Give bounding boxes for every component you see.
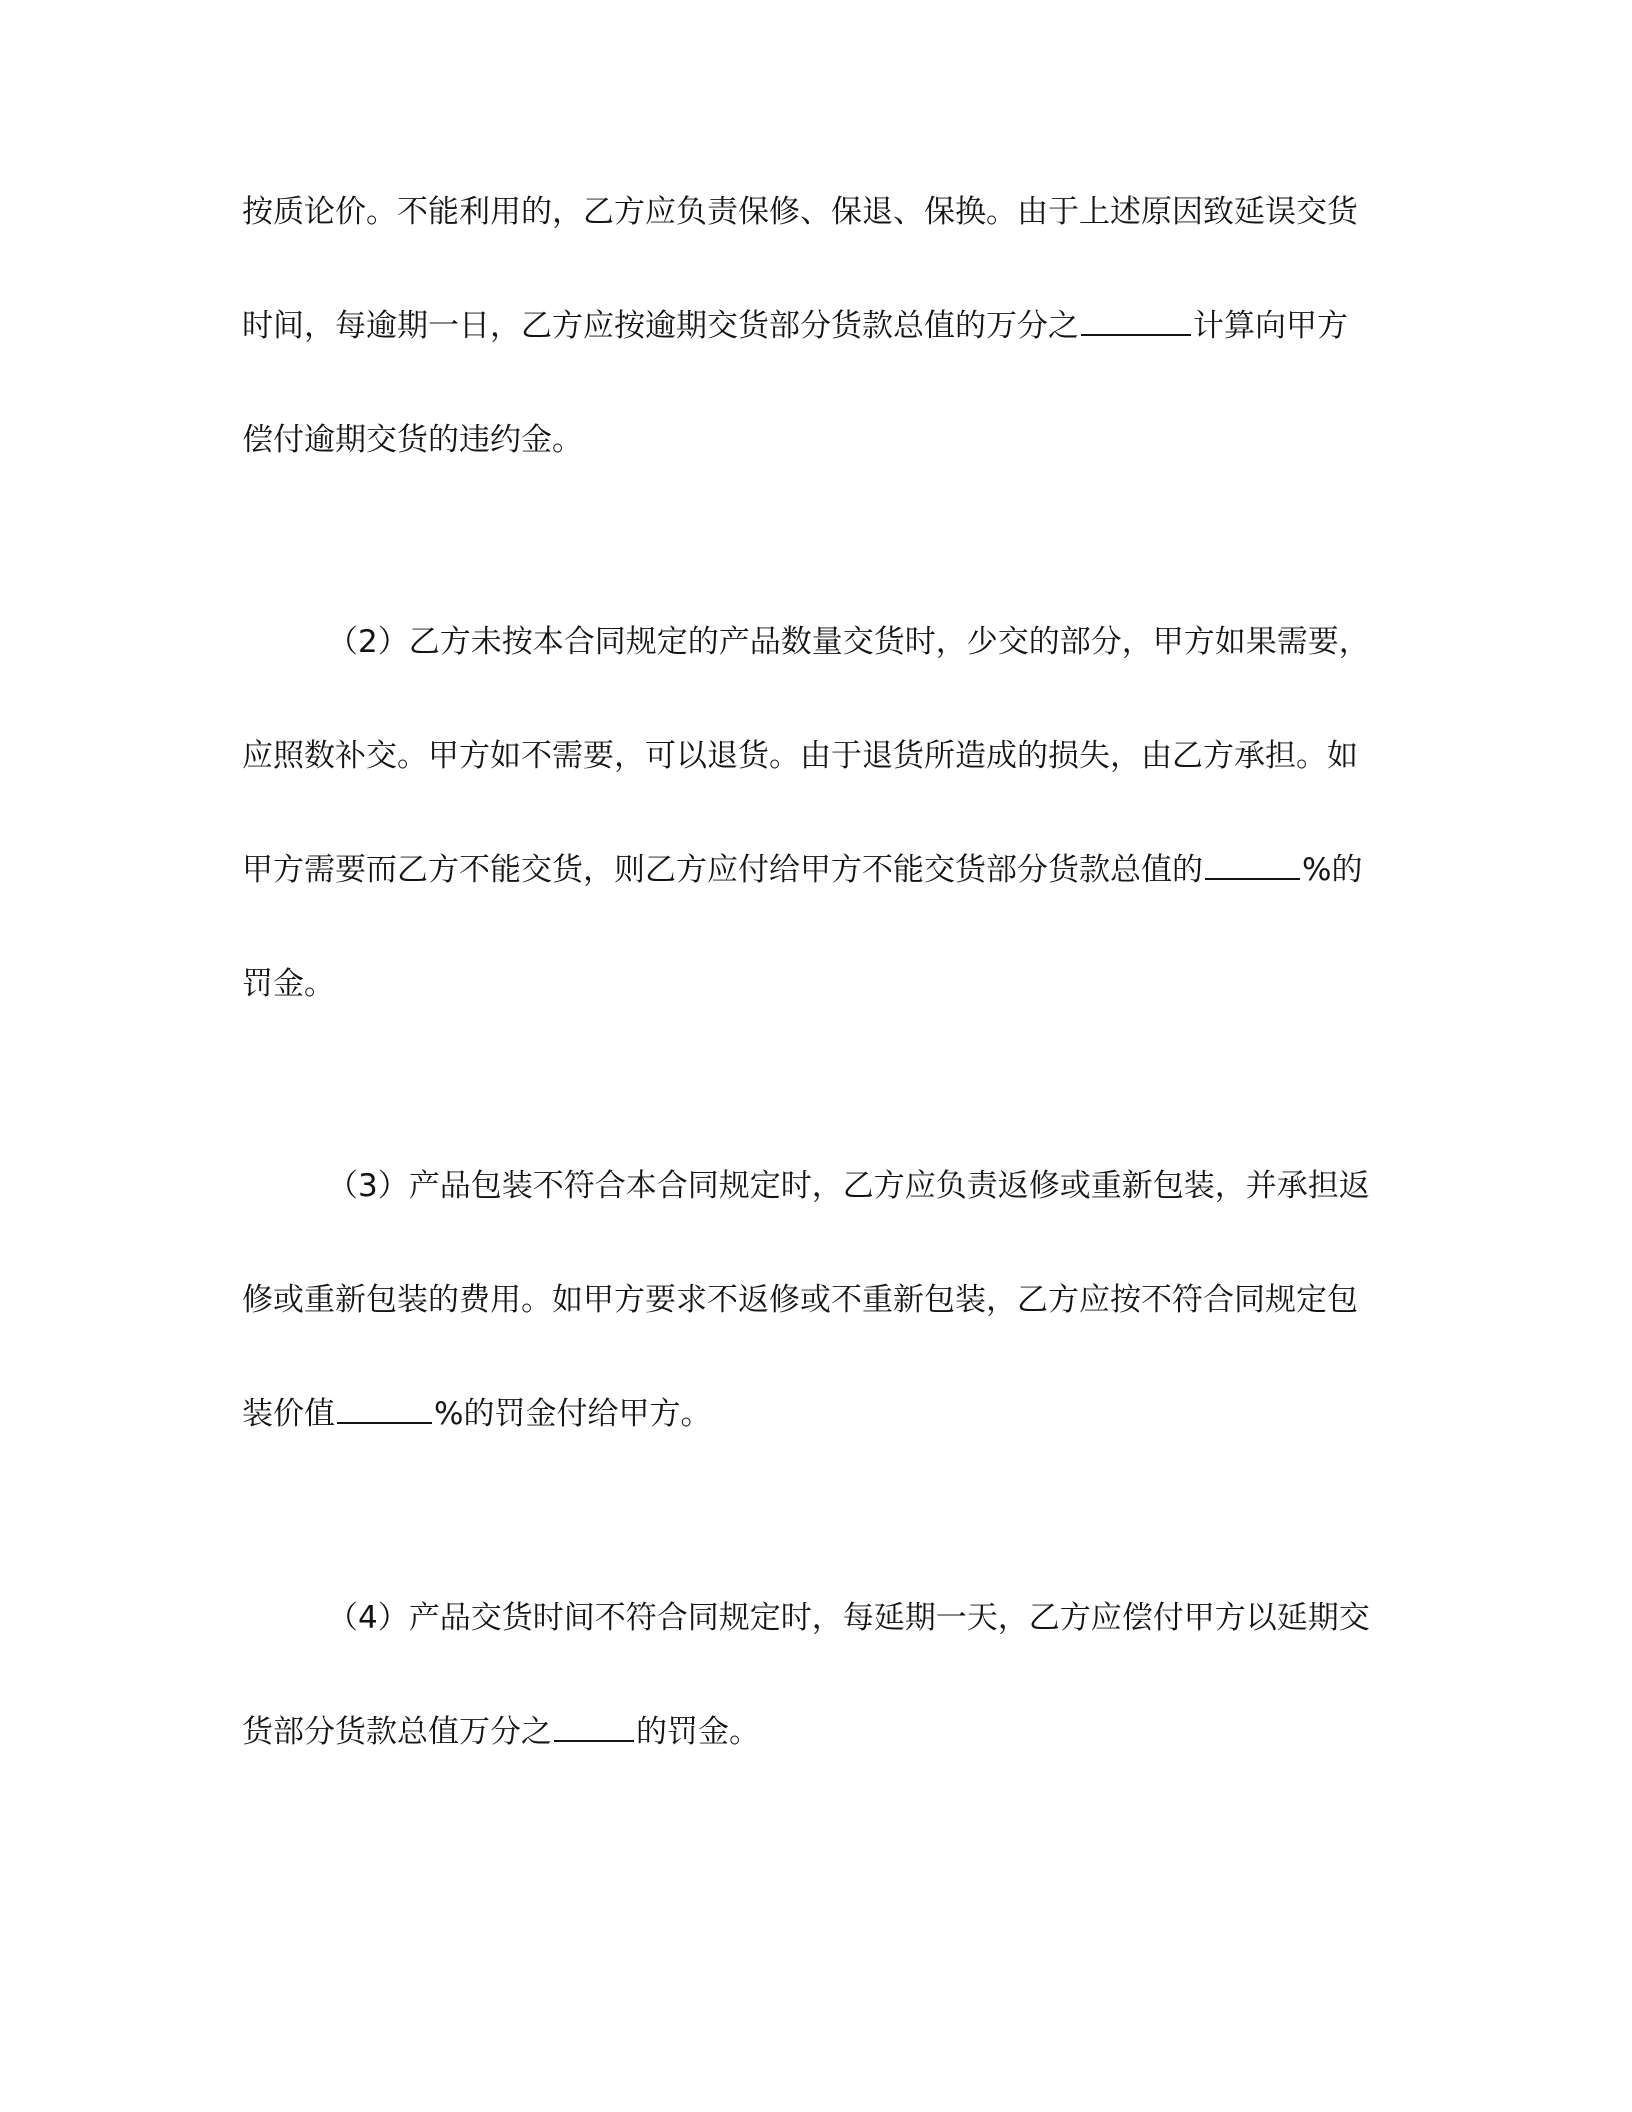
paragraph-1-line-2 <box>242 300 1402 352</box>
paragraph-3-line-1 <box>327 1160 1402 1212</box>
paragraph-4-line-1 <box>327 1592 1402 1644</box>
paragraph-3-line-3 <box>242 1388 1402 1440</box>
text-segment: （3）产品包装不符合本合同规定时，乙方应负责返修或重新包装，并承担返 <box>327 1168 1370 1204</box>
paragraph-2-line-3 <box>242 844 1402 896</box>
text-segment: %的罚金付给甲方。 <box>434 1396 712 1432</box>
text-segment: 的罚金。 <box>636 1714 760 1750</box>
text-segment: 按质论价。不能利用的，乙方应负责保修、保退、保换。由于上述原因致延误交货 <box>242 194 1358 230</box>
paragraph-2-line-2 <box>242 730 1402 782</box>
text-segment: 偿付逾期交货的违约金。 <box>242 422 583 458</box>
text-segment: 计算向甲方 <box>1193 308 1348 344</box>
fill-in-blank <box>337 1392 432 1424</box>
paragraph-3-line-2 <box>242 1274 1402 1326</box>
paragraph-2-line-1 <box>327 616 1402 668</box>
text-segment: 应照数补交。甲方如不需要，可以退货。由于退货所造成的损失，由乙方承担。如 <box>242 738 1358 774</box>
text-segment: 装价值 <box>242 1396 335 1432</box>
fill-in-blank <box>1081 304 1191 336</box>
text-segment: 修或重新包装的费用。如甲方要求不返修或不重新包装，乙方应按不符合同规定包 <box>242 1282 1358 1318</box>
paragraph-4-line-2 <box>242 1706 1402 1758</box>
paragraph-1-line-1 <box>242 186 1402 238</box>
fill-in-blank <box>554 1710 634 1742</box>
paragraph-2-line-4 <box>242 958 1402 1010</box>
text-segment: 甲方需要而乙方不能交货，则乙方应付给甲方不能交货部分货款总值的 <box>242 852 1203 888</box>
text-segment: 货部分货款总值万分之 <box>242 1714 552 1750</box>
text-segment: 时间，每逾期一日，乙方应按逾期交货部分货款总值的万分之 <box>242 308 1079 344</box>
text-segment: %的 <box>1302 852 1363 888</box>
text-segment: （4）产品交货时间不符合同规定时，每延期一天，乙方应偿付甲方以延期交 <box>327 1600 1370 1636</box>
text-segment: 罚金。 <box>242 966 335 1002</box>
text-segment: （2）乙方未按本合同规定的产品数量交货时，少交的部分，甲方如果需要， <box>327 624 1370 660</box>
fill-in-blank <box>1205 848 1300 880</box>
paragraph-1-line-3 <box>242 414 1402 466</box>
